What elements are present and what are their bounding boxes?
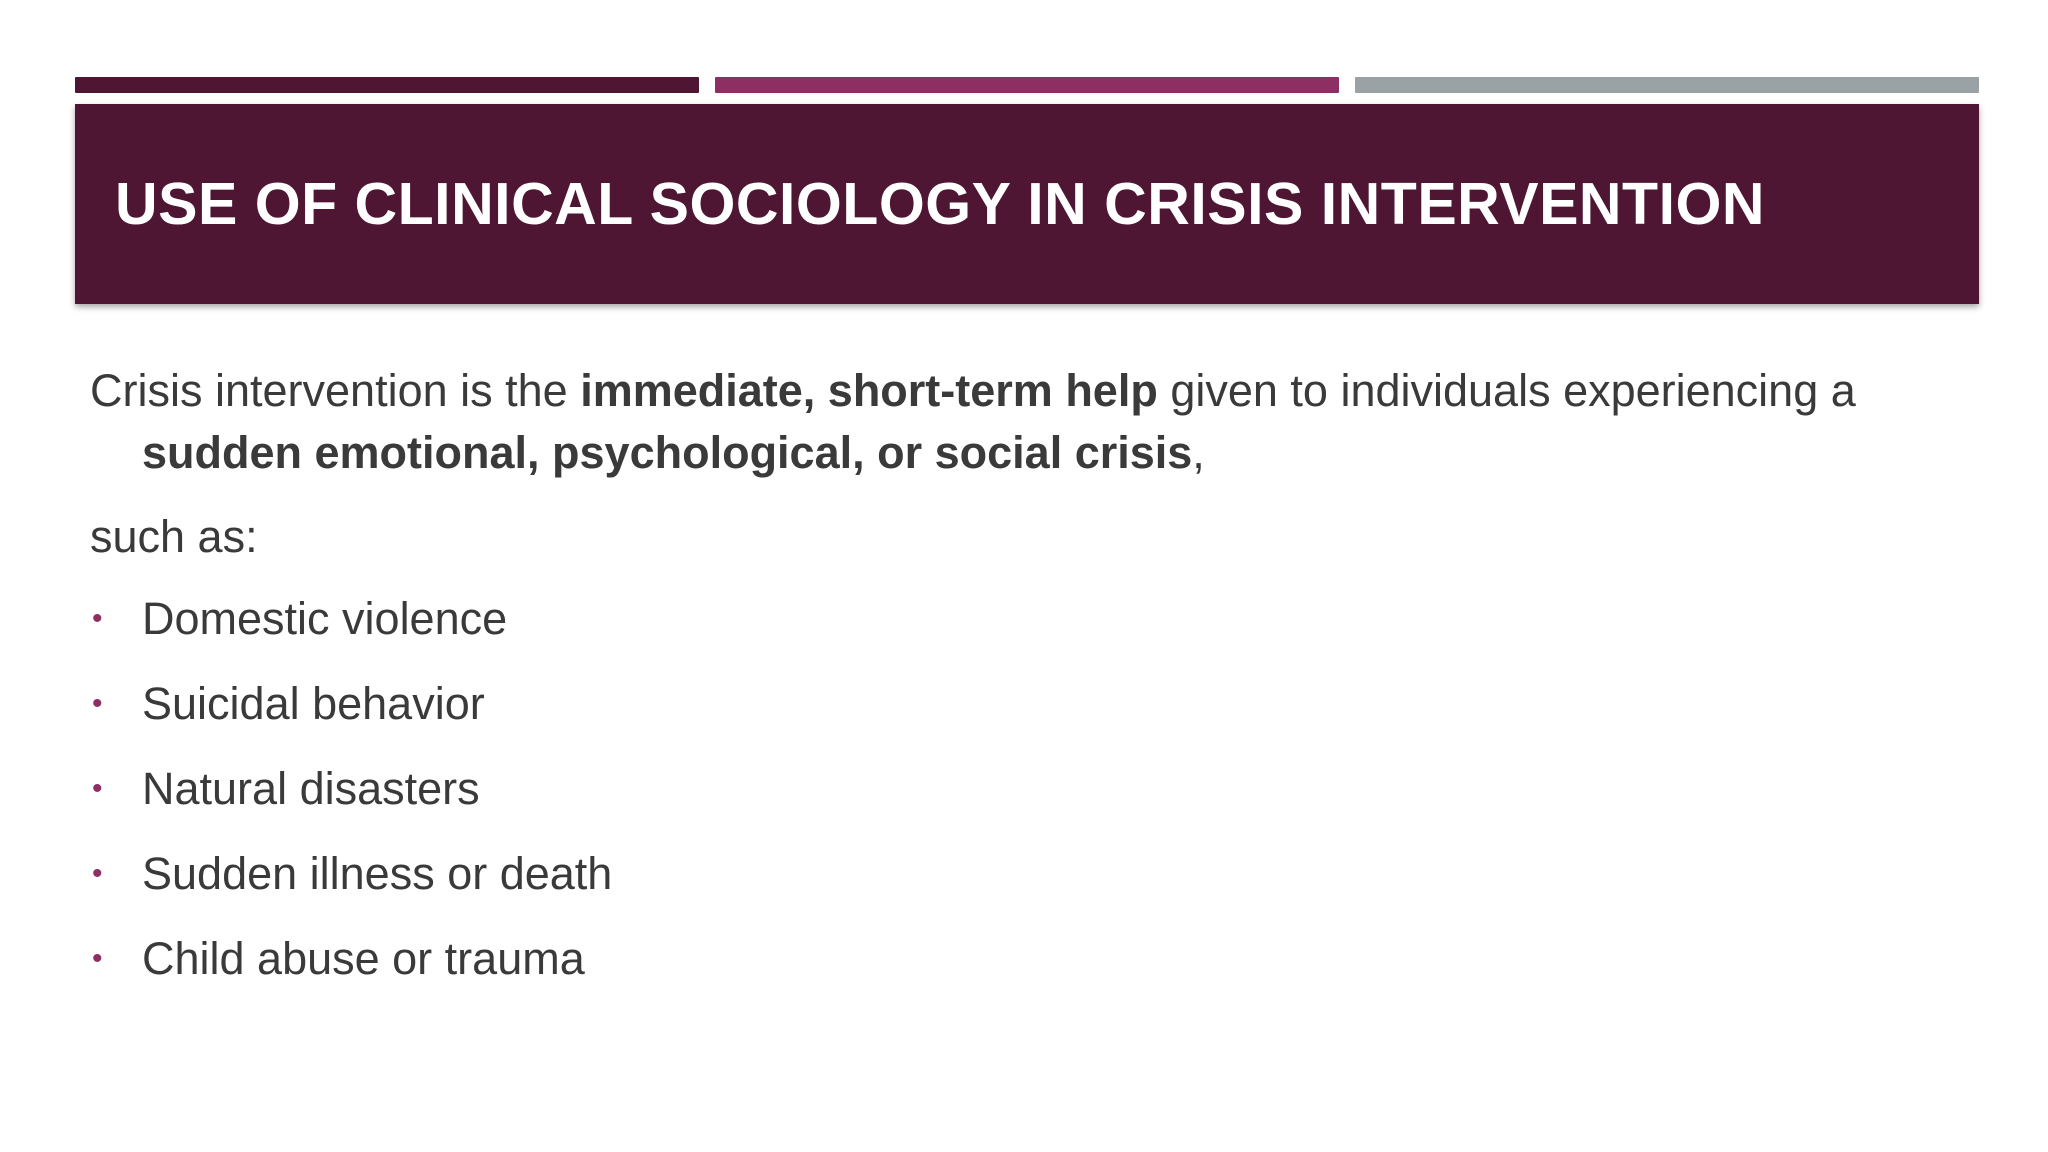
intro-text-2: given to individuals experiencing a [1157, 365, 1856, 416]
list-item-label: Natural disasters [142, 763, 480, 814]
intro-bold-1: immediate, short-term help [580, 365, 1158, 416]
bullet-icon: • [92, 602, 103, 635]
slide-body [90, 360, 1890, 1013]
bullet-icon: • [92, 772, 103, 805]
intro-paragraph [90, 360, 1890, 484]
list-item-label: Child abuse or trauma [142, 933, 585, 984]
bullet-icon: • [92, 942, 103, 975]
bullet-icon: • [92, 857, 103, 890]
intro-bold-2: sudden emotional, psychological, or social crisis [142, 427, 1193, 478]
accent-bar-gray [1355, 77, 1979, 93]
title-banner [75, 104, 1979, 304]
list-item [90, 588, 1890, 673]
slide-title: USE OF CLINICAL SOCIOLOGY IN CRISIS INTERVENTION [115, 171, 1765, 237]
bullet-icon: • [92, 687, 103, 720]
crisis-examples-list [90, 588, 1890, 1013]
list-item-label: Suicidal behavior [142, 678, 485, 729]
accent-bar-dark [75, 77, 699, 93]
list-item [90, 758, 1890, 843]
list-item [90, 843, 1890, 928]
list-item [90, 673, 1890, 758]
intro-text-1: Crisis intervention is the [90, 365, 581, 416]
intro-text-3: , [1192, 427, 1205, 478]
list-item [90, 928, 1890, 1013]
accent-bar-magenta [715, 77, 1339, 93]
such-as-text: such as: [90, 511, 258, 562]
list-item-label: Sudden illness or death [142, 848, 613, 899]
list-item-label: Domestic violence [142, 593, 508, 644]
